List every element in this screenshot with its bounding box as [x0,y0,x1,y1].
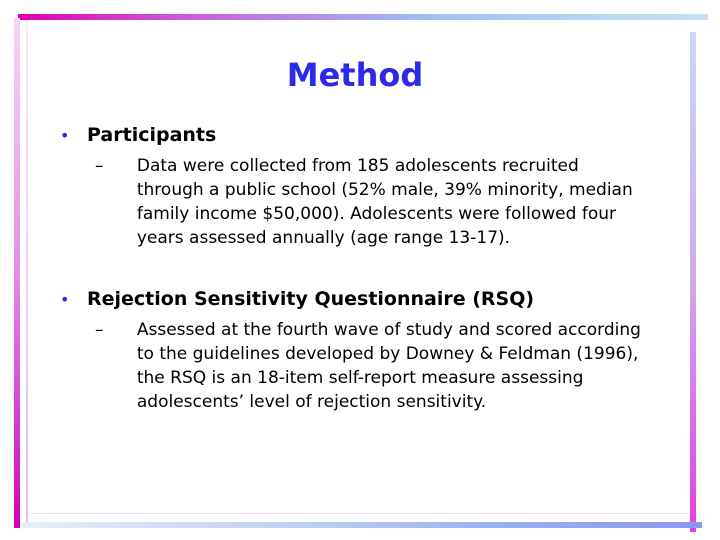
bullet-label: Rejection Sensitivity Questionnaire (RSQ) [87,288,535,310]
top-decorative-bar [18,14,708,20]
text-line: Assessed at the fourth wave of study and scored according [136,320,641,340]
text-line: Data were collected from 185 adolescents recruited [136,156,579,176]
text-line: family income $50,000). Adolescents were followed four [136,204,616,224]
bullet-rsq [60,288,680,310]
text-line: to the guidelines developed by Downey & Feldman (1996), [136,344,639,364]
bullet-participants [60,124,680,146]
bullet-icon: • [60,126,70,145]
left-decorative-bar [14,18,20,528]
slide-title: Method [286,56,424,94]
text-line: years assessed annually (age range 13-17). [136,228,511,248]
right-decorative-bar [690,32,696,532]
text-line: adolescents’ level of rejection sensitivity. [136,392,487,412]
sub-bullet-rsq [95,318,675,414]
bottom-decorative-bar [22,522,702,528]
text-line: through a public school (52% male, 39% minority, median [136,180,633,200]
left-decorative-line [26,22,28,527]
text-line: the RSQ is an 18-item self-report measure assessing [136,368,584,388]
sub-bullet-text [137,154,675,250]
sub-bullet-participants [95,154,675,250]
dash-icon: – [95,156,104,176]
dash-icon: – [95,320,104,340]
sub-bullet-text [137,318,675,414]
bottom-decorative-line [30,513,690,514]
bullet-icon: • [60,290,70,309]
bullet-label: Participants [87,124,217,146]
